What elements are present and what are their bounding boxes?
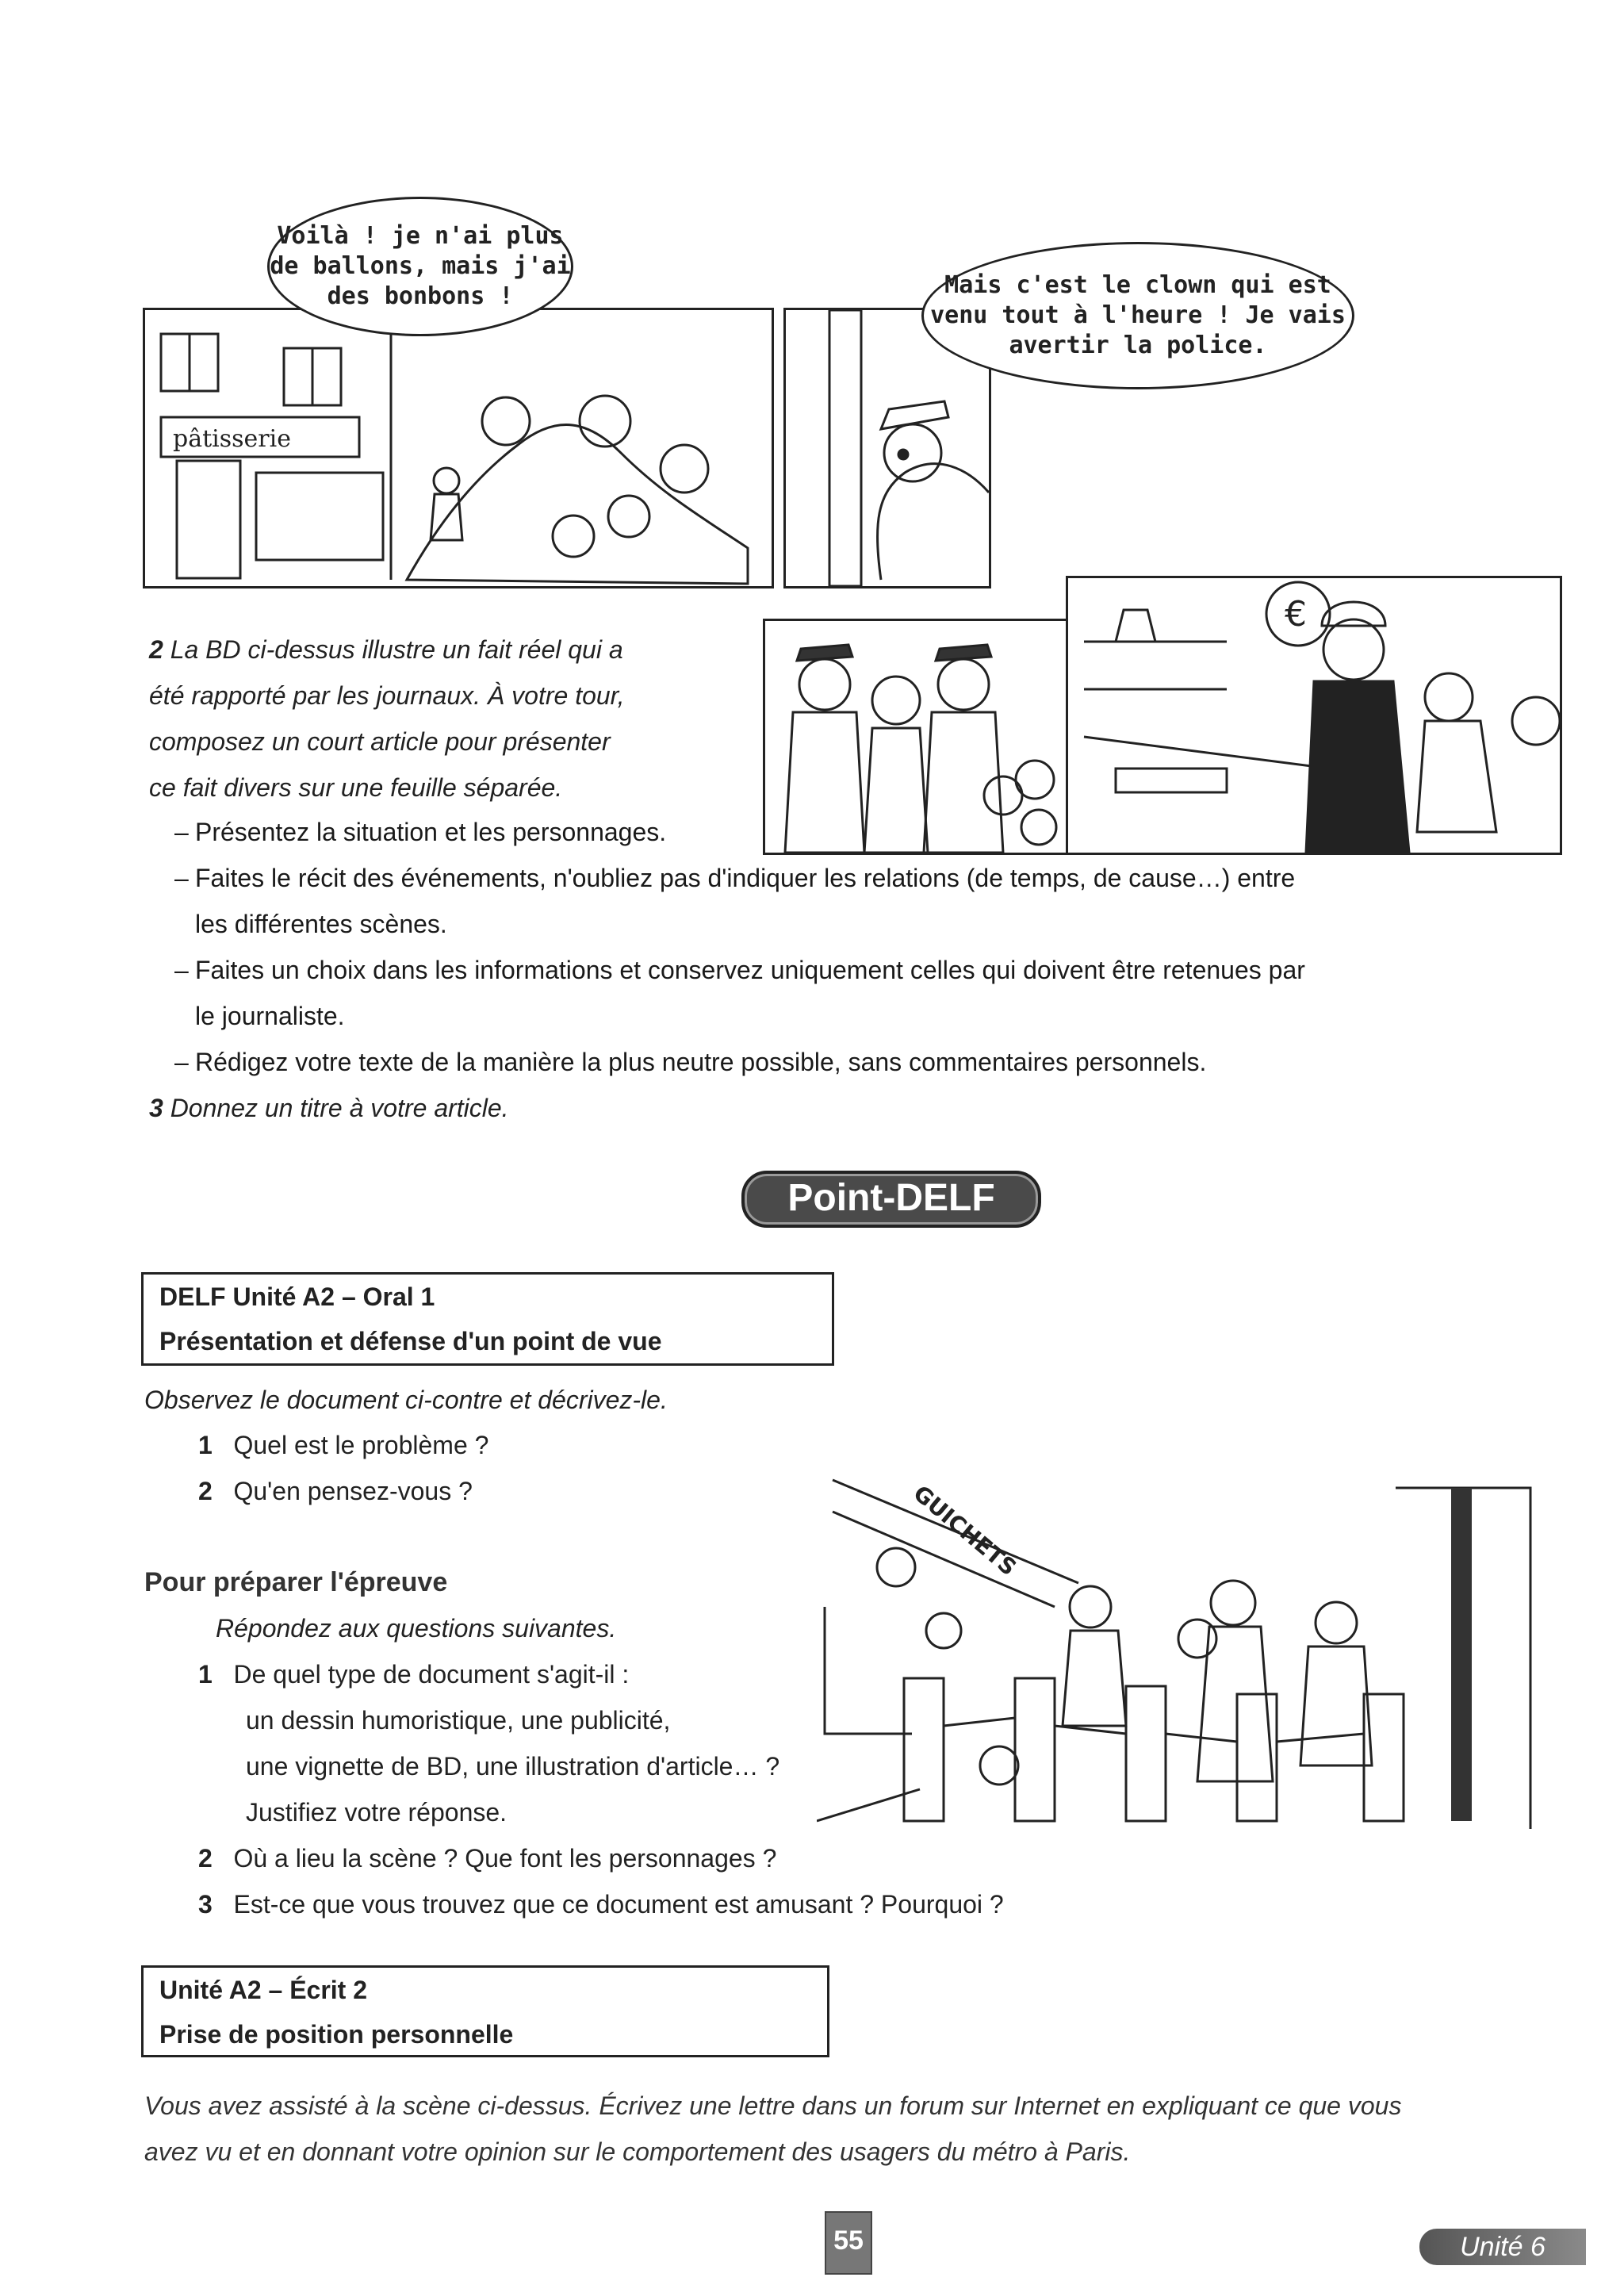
prep-q1-line3: une vignette de BD, une illustration d'article… ? (246, 1752, 780, 1781)
ecrit-title-box (141, 1965, 829, 2057)
bubble1-line2: de ballons, mais j'ai (270, 252, 571, 280)
shop-sign-text: pâtisserie (173, 425, 291, 453)
ecrit-title-line2: Prise de position personnelle (159, 2020, 514, 2049)
ecrit-line1: Vous avez assisté à la scène ci-dessus. Écrivez une lettre dans un forum sur Internet en expliquant ce que vous (144, 2091, 1402, 2120)
metro-illustration (817, 1464, 1546, 1845)
prep-title: Pour préparer l'épreuve (144, 1567, 448, 1597)
exercise2-intro (149, 627, 752, 811)
euro-symbol: € (1285, 594, 1307, 634)
prep-q3-number: 3 (198, 1890, 213, 1919)
bullet-2-text: Faites le récit des événements, n'oubliez pas d'indiquer les relations (de temps, de cause…) entre (195, 864, 1296, 892)
oral-title-box (141, 1272, 834, 1366)
exercise2-line3: composez un court article pour présenter (149, 727, 611, 756)
oral-instruction: Observez le document ci-contre et décrivez-le. (144, 1386, 668, 1414)
bullet-2-cont (195, 901, 1496, 947)
page-number: 55 (825, 2211, 872, 2275)
bullet-3 (174, 947, 1496, 993)
bullet-4 (174, 1039, 1496, 1085)
prep-subtitle: Répondez aux questions suivantes. (216, 1614, 617, 1643)
unit-label: Unité 6 (1419, 2229, 1586, 2265)
bullet-2-cont-text: les différentes scènes. (195, 910, 447, 938)
bullet-4-text: Rédigez votre texte de la manière la plus neutre possible, sans commentaires personnels. (195, 1048, 1207, 1076)
exercise2-number: 2 (149, 635, 163, 664)
guichets-sign: GUICHETS (908, 1480, 1022, 1581)
prep-q2-text: Où a lieu la scène ? Que font les personnages ? (233, 1844, 777, 1873)
bubble1-line3: des bonbons ! (327, 282, 514, 310)
oral-question-1 (198, 1422, 833, 1468)
bubble2-line1: Mais c'est le clown qui est (944, 271, 1331, 299)
speech-bubble-clown (267, 197, 573, 336)
shop-scene-drawing (145, 310, 772, 586)
exercise2-line1 (149, 627, 752, 673)
prep-q1-line2: un dessin humoristique, une publicité, (246, 1706, 671, 1735)
bullet-3-text: Faites un choix dans les informations et conservez uniquement celles qui doivent être retenues par (195, 956, 1305, 984)
prep-q2-number: 2 (198, 1844, 213, 1873)
oral-title-line1: DELF Unité A2 – Oral 1 (159, 1282, 435, 1311)
oral-q2-text: Qu'en pensez-vous ? (233, 1477, 473, 1505)
exercise3-text: Donnez un titre à votre article. (170, 1094, 509, 1122)
dash: – (174, 956, 189, 984)
prep-q3-text: Est-ce que vous trouvez que ce document est amusant ? Pourquoi ? (233, 1890, 1004, 1919)
oral-title-line2: Présentation et défense d'un point de vue (159, 1327, 662, 1355)
exercise3 (149, 1085, 863, 1131)
exercise2-line4: ce fait divers sur une feuille séparée. (149, 773, 563, 802)
ecrit-line2: avez vu et en donnant votre opinion sur le comportement des usagers du métro à Paris. (144, 2137, 1131, 2166)
bullet-3-cont-text: le journaliste. (195, 1002, 345, 1030)
dash: – (174, 864, 189, 892)
bullet-2 (174, 855, 1496, 901)
point-delf-banner: Point-DELF (741, 1171, 1041, 1228)
dash: – (174, 818, 189, 846)
exercise3-number: 3 (149, 1094, 163, 1122)
bubble2-line2: venu tout à l'heure ! Je vais (930, 301, 1346, 329)
bubble2-line3: avertir la police. (1009, 332, 1267, 359)
oral-question-2 (198, 1468, 833, 1514)
oral-q2-number: 2 (198, 1477, 213, 1505)
ecrit-instruction (144, 2083, 1572, 2175)
bullet-1 (174, 809, 1496, 855)
oral-q1-text: Quel est le problème ? (233, 1431, 489, 1459)
prep-q1-number: 1 (198, 1660, 213, 1689)
prep-question-1 (198, 1651, 912, 1835)
metro-turnstile-drawing (817, 1464, 1546, 1845)
speech-bubble-baker (921, 242, 1354, 389)
bullet-1-text: Présentez la situation et les personnages. (195, 818, 667, 846)
prep-q1-line1: De quel type de document s'agit-il : (233, 1660, 630, 1689)
oral-q1-number: 1 (198, 1431, 213, 1459)
ecrit-title-line1: Unité A2 – Écrit 2 (159, 1976, 368, 2004)
bullet-3-cont (195, 993, 1496, 1039)
exercise2-line2: été rapporté par les journaux. À votre tour, (149, 681, 625, 710)
comic-panel-shop (143, 308, 774, 588)
prep-question-3 (198, 1881, 1229, 1927)
bubble1-line1: Voilà ! je n'ai plus (277, 222, 564, 250)
exercise2-line1-text: La BD ci-dessus illustre un fait réel qui a (170, 635, 623, 664)
dash: – (174, 1048, 189, 1076)
prep-q1-line4: Justifiez votre réponse. (246, 1798, 508, 1827)
